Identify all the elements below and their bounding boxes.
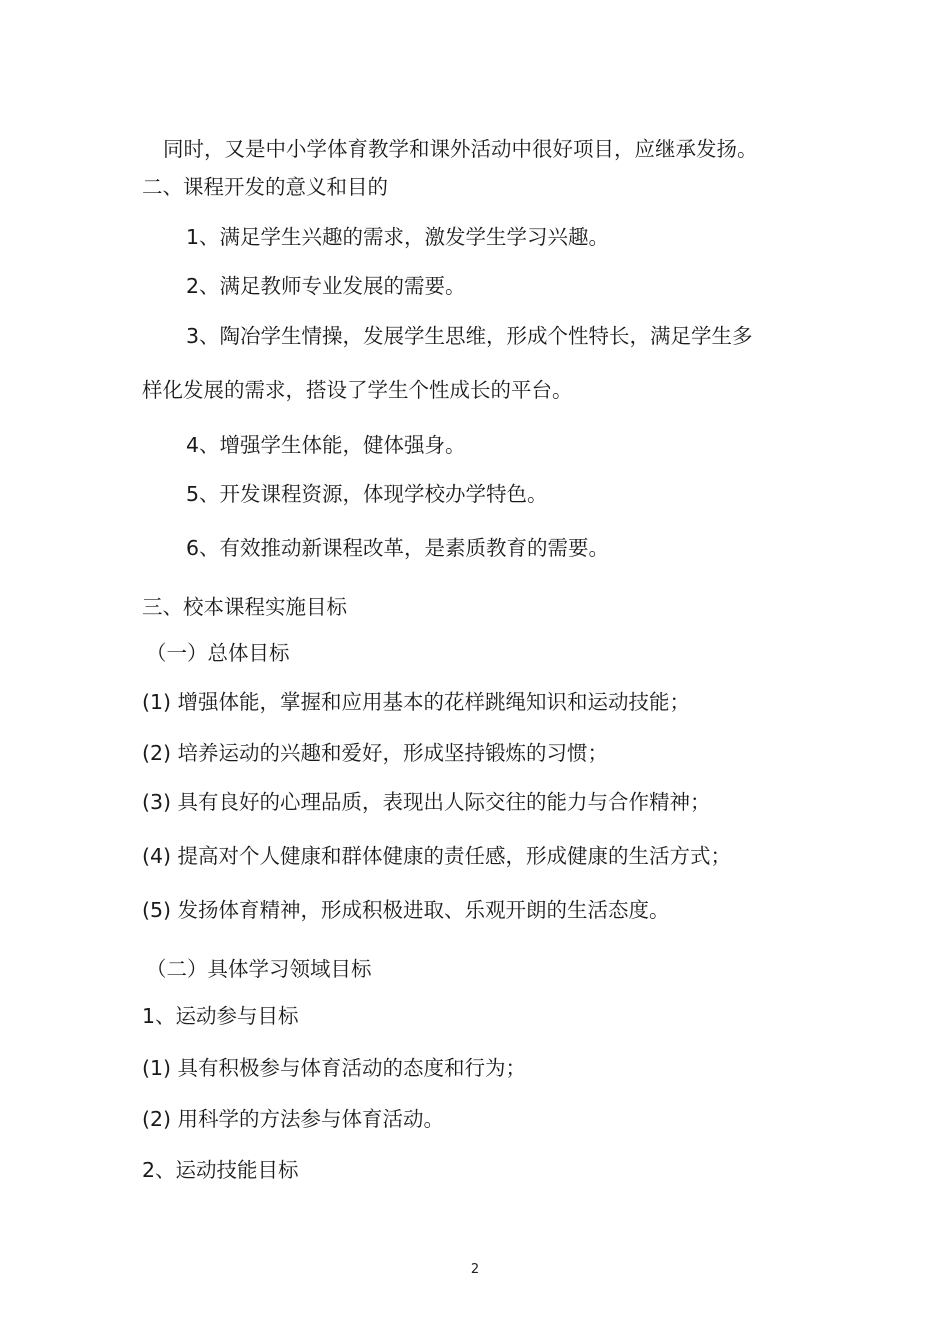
- page-number: 2: [470, 1262, 480, 1277]
- section-heading-2: 二、课程开发的意义和目的: [142, 175, 388, 199]
- domain-item-2: (2) 用科学的方法参与体育活动。: [142, 1107, 445, 1131]
- goal-item-3: (3) 具有良好的心理品质，表现出人际交往的能力与合作精神；: [142, 790, 711, 814]
- list-item-6: 6、有效推动新课程改革，是素质教育的需要。: [186, 536, 610, 560]
- goal-item-4: (4) 提高对个人健康和群体健康的责任感，形成健康的生活方式；: [142, 844, 732, 868]
- list-item-3: 3、陶冶学生情操，发展学生思维，形成个性特长，满足学生多: [186, 324, 753, 348]
- list-item-5: 5、开发课程资源，体现学校办学特色。: [186, 482, 548, 506]
- list-item-3-continuation: 样化发展的需求，搭设了学生个性成长的平台。: [142, 378, 573, 402]
- domain-heading-1: 1、运动参与目标: [142, 1004, 299, 1028]
- list-item-1: 1、满足学生兴趣的需求，激发学生学习兴趣。: [186, 225, 610, 249]
- goal-item-1: (1) 增强体能，掌握和应用基本的花样跳绳知识和运动技能；: [142, 690, 691, 714]
- paragraph-continuation: 同时，又是中小学体育教学和课外活动中很好项目，应继承发扬。: [163, 137, 758, 161]
- list-item-4: 4、增强学生体能，健体强身。: [186, 433, 466, 457]
- list-item-2: 2、满足教师专业发展的需要。: [186, 274, 466, 298]
- goal-item-5: (5) 发扬体育精神，形成积极进取、乐观开朗的生活态度。: [142, 898, 670, 922]
- section-heading-3: 三、校本课程实施目标: [142, 595, 347, 619]
- subsection-heading-1: （一）总体目标: [146, 641, 290, 665]
- goal-item-2: (2) 培养运动的兴趣和爱好，形成坚持锻炼的习惯；: [142, 741, 609, 765]
- domain-heading-2: 2、运动技能目标: [142, 1158, 299, 1182]
- subsection-heading-2: （二）具体学习领域目标: [146, 957, 372, 981]
- domain-item-1: (1) 具有积极参与体育活动的态度和行为；: [142, 1056, 527, 1080]
